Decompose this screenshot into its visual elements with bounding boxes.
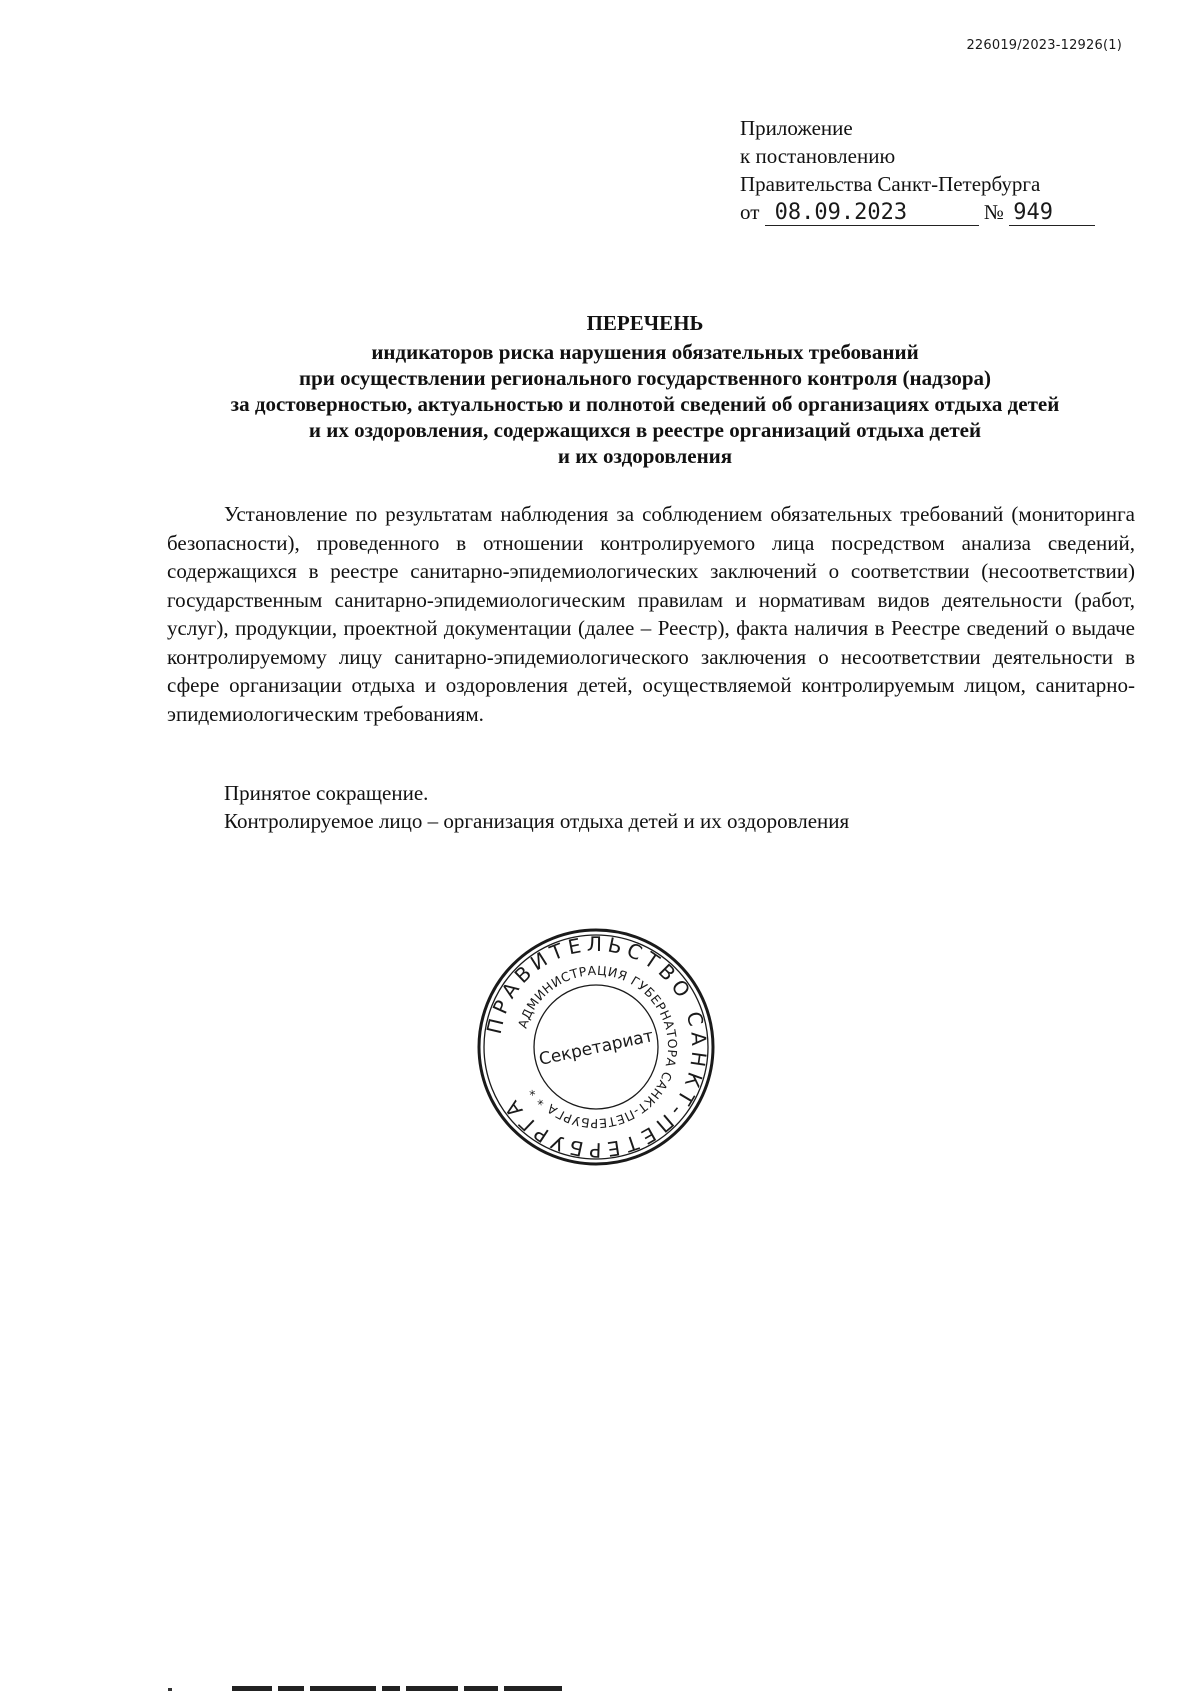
- footer-barcode-edge: [232, 1686, 562, 1692]
- title-line-5: и их оздоровления: [557, 444, 733, 468]
- registration-number: 226019/2023-12926(1): [966, 38, 1122, 53]
- title-line-4: и их оздоровления, содержащихся в реестре организаций отдыха детей: [308, 418, 982, 442]
- official-seal: [476, 927, 716, 1167]
- abbreviations-heading: Принятое сокращение.: [224, 781, 429, 805]
- annex-date-line: [740, 198, 1095, 226]
- seal-center-text: Секретариат: [537, 1026, 656, 1070]
- annex-line-1: Приложение: [740, 116, 853, 140]
- number-value: 949: [1009, 201, 1095, 226]
- body-paragraph: Установление по результатам наблюдения за соблюдением обязательных требований (мониторинга безопасности), проведенного в отношении контролируемого лица посредством анализа сведений, содержащихся в реестре санитарно-эпидемиологических заключений о соответствии (несоответствии) государственным санитарно-эпидемиологическим правилам и нормативам видов деятельности (работ, услуг), продукции, проектной документации (далее – Реестр), факта наличия в Реестре сведений о выдаче контролируемому лицу санитарно-эпидемиологического заключения о несоответствии деятельности в сфере организации отдыха и оздоровления детей, осуществляемой контролируемым лицом, санитарно-эпидемиологическим требованиям.: [167, 502, 1135, 726]
- annex-block: [740, 114, 1095, 226]
- date-value: 08.09.2023: [765, 201, 979, 226]
- date-prefix: от: [740, 200, 760, 224]
- annex-line-3: Правительства Санкт-Петербурга: [740, 172, 1041, 196]
- seal-outer-text: ПРАВИТЕЛЬСТВО САНКТ-ПЕТЕРБУРГА: [481, 931, 712, 1163]
- title-line-1: индикаторов риска нарушения обязательных требований: [371, 340, 919, 364]
- seal-inner-text: АДМИНИСТРАЦИЯ ГУБЕРНАТОРА САНКТ-ПЕТЕРБУРГА * *: [514, 962, 681, 1132]
- number-prefix: №: [983, 200, 1004, 224]
- abbreviations-block: [224, 779, 849, 835]
- title-line-2: при осуществлении регионального государственного контроля (надзора): [298, 366, 992, 390]
- abbreviation-item: Контролируемое лицо – организация отдыха детей и их оздоровления: [224, 809, 850, 833]
- title-line-3: за достоверностью, актуальностью и полнотой сведений об организациях отдыха детей: [230, 392, 1060, 416]
- document-title: [160, 310, 1130, 469]
- title-heading: ПЕРЕЧЕНЬ: [586, 311, 704, 335]
- footer-dot: [168, 1688, 172, 1691]
- annex-line-2: к постановлению: [740, 144, 896, 168]
